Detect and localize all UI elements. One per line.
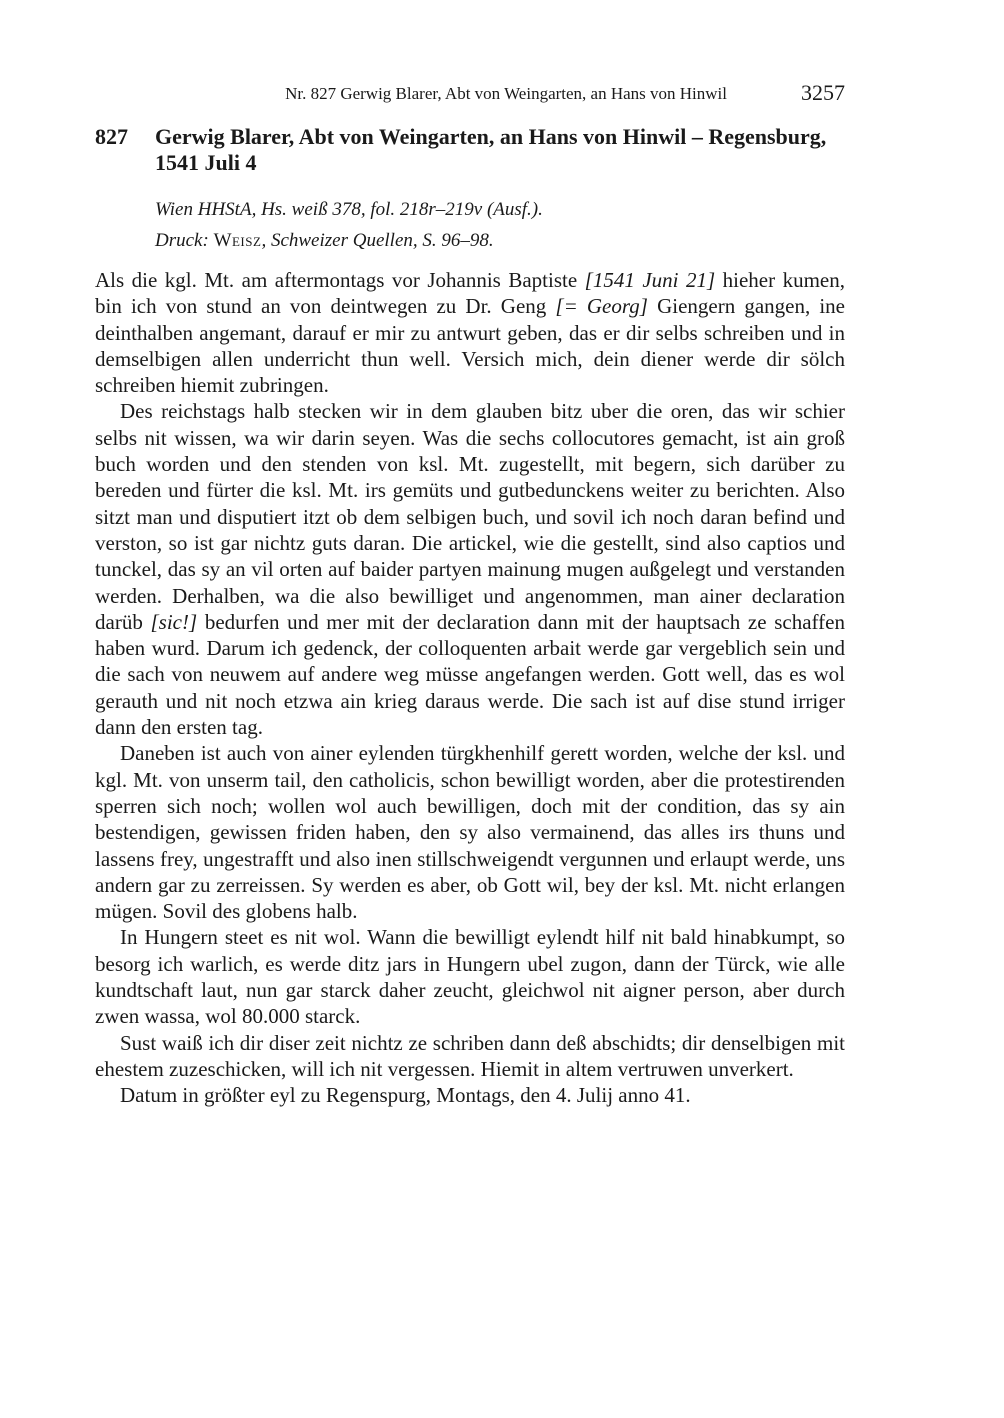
- editorial-sic-note: [sic!]: [150, 609, 198, 634]
- document-number: 827: [95, 124, 128, 149]
- paragraph-2: [95, 398, 845, 740]
- print-author: Weisz: [213, 230, 262, 251]
- paragraph-6: Datum in größter eyl zu Regenspurg, Montags, den 4. Julij anno 41.: [120, 1083, 691, 1108]
- print-label: Druck:: [155, 230, 209, 251]
- document-title: Gerwig Blarer, Abt von Weingarten, an Hans von Hinwil – Regensburg, 1541 Juli 4: [155, 124, 827, 175]
- paragraph-1-text-a: Als die kgl. Mt. am aftermontags vor Johannis Baptiste: [95, 268, 585, 292]
- running-head-title: Nr. 827 Gerwig Blarer, Abt von Weingarten, an Hans von Hinwil: [285, 84, 727, 103]
- print-reference: , Schweizer Quellen, S. 96–98.: [261, 230, 494, 251]
- paragraph-2-text-b: bedurfen und mer mit der declaration dann mit der hauptsach ze schaffen haben wurd. Darum ich gedenck, der colloquenten arbait werde gar vergeblich sein und die sach von neuwem auf andere weg müsse angefangen werden. Gott well, das es wol gerauth und nit noch etzwa ain krieg daraus werde. Die sach ist auf dise stund irriger dann den ersten tag.: [95, 609, 845, 740]
- paragraph-1-text-b: hieher kumen, bin ich von stund an von deintwegen zu Dr. Geng: [95, 268, 846, 319]
- paragraph-3: Daneben ist auch von ainer eylenden türgkhenhilf gerett worden, welche der ksl. und kgl. Mt. von unserm tail, den catholicis, schon bewilligt worden, aber die protestirenden sperren sich noch; wollen wol auch bewilligen, doch mit der condition, das sy ain bestendigen, gewissen friden haben, den sy also vermainend, das alles irs thuns und lassens frey, ungestrafft und also inen stillschweigendt vergunnen und erlaupt werde, uns andern gar zu zerreissen. Sy werden es aber, ob Gott wil, bey der ksl. Mt. nicht erlangen mügen. Sovil des globens halb.: [95, 741, 845, 924]
- letter-body: [95, 267, 845, 1109]
- editorial-name-note: [= Georg]: [555, 294, 648, 319]
- archive-source: Wien HHStA, Hs. weiß 378, fol. 218r–219v (Ausf.).: [155, 199, 543, 220]
- paragraph-1-text-c: Giengern gangen, ine deinthalben angemant, darauf er mir zu antwurt geben, das er dir selbs schreiben und in demselbigen allen underricht thun well. Versich mich, dein diener werde dir sölch schreiben hiemit zubringen.: [95, 294, 846, 398]
- editorial-date-note: [1541 Juni 21]: [584, 268, 716, 292]
- document-heading: [95, 124, 845, 176]
- paragraph-4: In Hungern steet es nit wol. Wann die bewilligt eylendt hilf nit bald hinabkumpt, so besorg ich warlich, es werde ditz jars in Hungern ubel zugon, dann der Türck, wie alle kundtschaft laut, nun gar starck daher zeucht, gleichwol nit aigner person, aber durch zwen wassa, wol 80.000 starck.: [95, 925, 845, 1029]
- print-source: [155, 225, 845, 256]
- page-number: 3257: [801, 80, 845, 105]
- source-notes: [155, 194, 845, 256]
- paragraph-1: [95, 267, 845, 398]
- paragraph-2-text-a: Des reichstags halb stecken wir in dem glauben bitz uber die oren, das wir schier selbs nit wissen, wa wir darin seyen. Was die sechs collocutores gemacht, ist ain groß buch worden und den stenden von ksl. Mt. zugestellt, mit begern, sich darüber zu bereden und fürter die ksl. Mt. irs gemüts und gutbedunckens weiter zu berichten. Also sitzt man und disputiert itzt ob dem selbigen buch, und sovil ich noch daran befind und verston, so ist gar nichtz guts daran. Die artickel, wie die gestellt, sind also captios und tunckel, das sy an vil orten auf baider partyen mainung mugen außgelegt und verstanden werden. Derhalben, wa die also bewilliget und angenommen, man ainer declaration darüb: [95, 399, 845, 634]
- running-head: [95, 80, 845, 108]
- paragraph-5: Sust waiß ich dir diser zeit nichtz ze schriben dann deß abschidts; dir denselbigen mit ehestem zuzeschicken, will ich nit vergessen. Hiemit in altem vertruwen unverkert.: [95, 1030, 845, 1081]
